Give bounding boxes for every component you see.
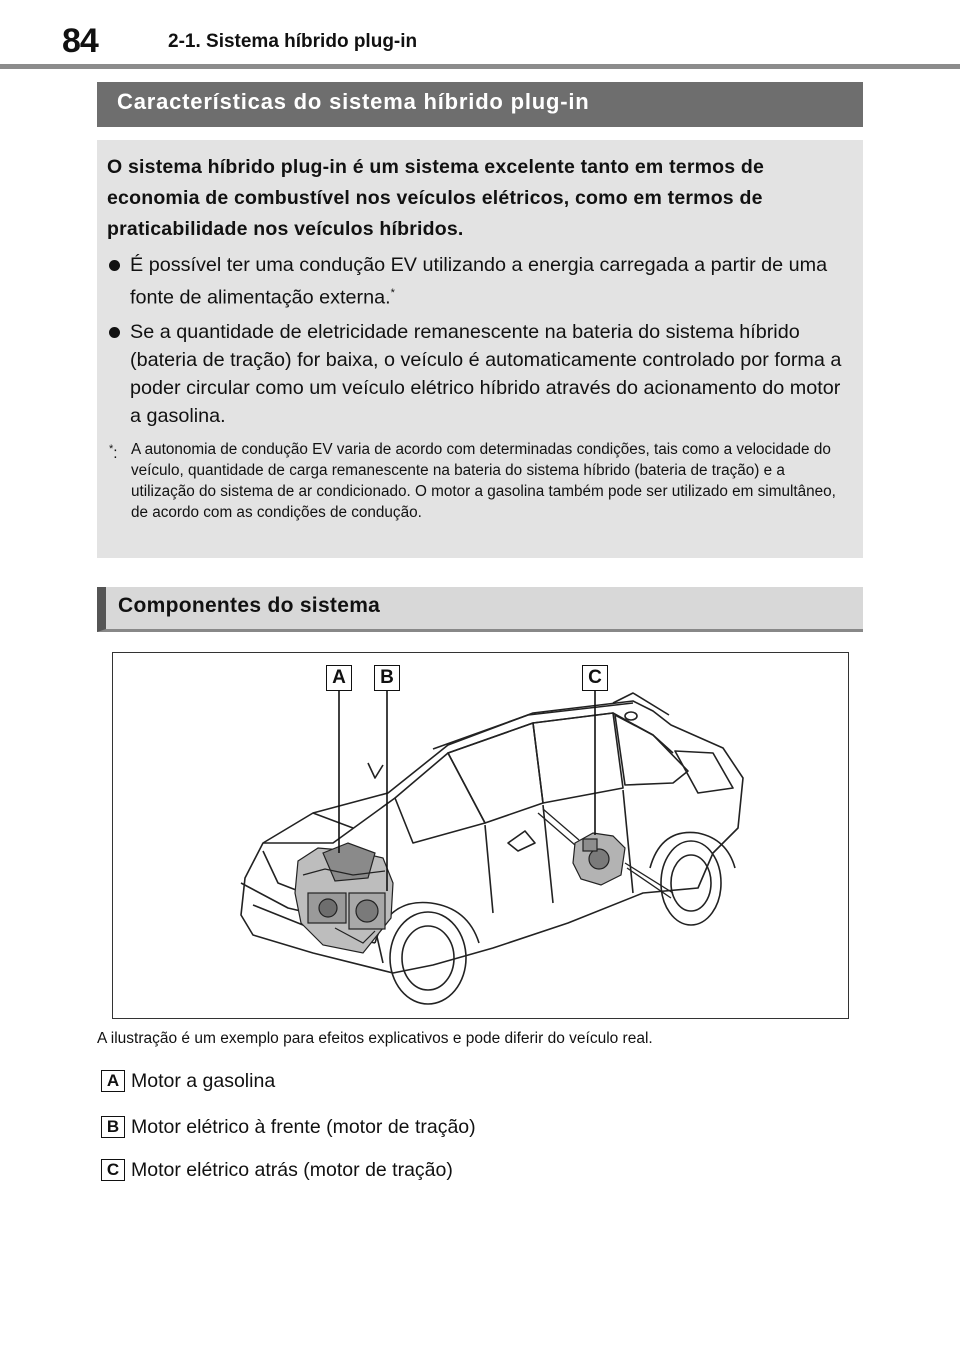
bullet-text: Se a quantidade de eletricidade remanescente na bateria do sistema híbrido (bateria de tração) for baixa, o veículo é automaticamente controlado por forma a poder circular como um veículo elétrico híbrido através do acionamento do motor a gasolina. <box>130 320 842 427</box>
footnote-reference: * <box>390 287 395 299</box>
bullet-item <box>107 251 843 312</box>
running-header: 2-1. Sistema híbrido plug-in <box>168 31 418 52</box>
figure-caption: A ilustração é um exemplo para efeitos explicativos e pode diferir do veículo real. <box>97 1030 653 1047</box>
bullet-icon <box>109 327 120 338</box>
legend-badge-a: A <box>101 1070 125 1092</box>
legend-text: Motor elétrico à frente (motor de tração) <box>131 1116 476 1138</box>
vehicle-illustration <box>112 652 849 1019</box>
page-number: 84 <box>62 22 98 60</box>
legend-badge-b: B <box>101 1116 125 1138</box>
header-rule <box>0 64 960 69</box>
vehicle-drawing <box>113 653 850 1020</box>
intro-paragraph: O sistema híbrido plug-in é um sistema excelente tanto em termos de economia de combustível nos veículos elétricos, como em termos de praticabilidade nos veículos híbridos. <box>107 156 765 240</box>
footnote-text: A autonomia de condução EV varia de acordo com determinadas condições, tais como a velocidade do veículo, quantidade de carga remanescente na bateria do sistema híbrido (bateria de tração) e a utilização do sistema de ar condicionado. O motor a gasolina também pode ser utilizado em simultâneo, de acordo com as condições de condução. <box>131 440 836 521</box>
footnote <box>107 439 843 523</box>
legend-text: Motor elétrico atrás (motor de tração) <box>131 1159 453 1181</box>
info-box <box>97 140 863 558</box>
section-title-components: Componentes do sistema <box>97 587 863 632</box>
bullet-item <box>107 318 843 430</box>
legend-text: Motor a gasolina <box>131 1070 276 1092</box>
bullet-icon <box>109 260 120 271</box>
callout-b: B <box>374 665 400 691</box>
callout-c: C <box>582 665 608 691</box>
footnote-marker: *: <box>109 442 118 462</box>
callout-a: A <box>326 665 352 691</box>
legend-badge-c: C <box>101 1159 125 1181</box>
section-title-characteristics: Características do sistema híbrido plug-in <box>97 82 863 127</box>
bullet-text: É possível ter uma condução EV utilizando a energia carregada a partir de uma fonte de alimentação externa. <box>130 254 828 309</box>
